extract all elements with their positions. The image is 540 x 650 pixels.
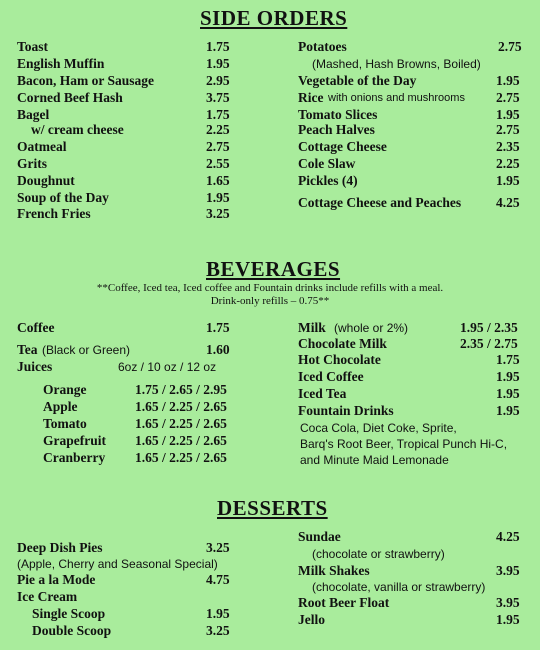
menu-item-name: Root Beer Float <box>298 595 390 610</box>
menu-item-name: Single Scoop <box>32 606 106 621</box>
juice-price: 1.65 / 2.25 / 2.65 <box>135 399 227 414</box>
menu-item-name: Iced Tea <box>298 386 347 401</box>
refill-note-price: Drink-only refills – 0.75** <box>210 295 330 307</box>
menu-item-note: (chocolate, vanilla or strawberry) <box>312 580 486 594</box>
menu-item-name: Double Scoop <box>32 623 112 638</box>
menu-item-price: 2.55 <box>206 156 230 171</box>
menu-item-name: Juices <box>17 359 53 374</box>
menu-item-name: English Muffin <box>17 56 105 71</box>
menu-item-price: 4.75 <box>206 572 230 587</box>
menu-item-name: Cottage Cheese <box>298 139 387 154</box>
menu-item-name: Peach Halves <box>298 122 375 137</box>
menu-item-name: Pie a la Mode <box>17 572 96 587</box>
menu-item-name: Vegetable of the Day <box>298 73 417 88</box>
menu-item-name: Pickles (4) <box>298 173 358 188</box>
menu-item-name: Deep Dish Pies <box>17 540 103 555</box>
menu-item-price: 2.25 <box>496 156 520 171</box>
menu-item-note: (whole or 2%) <box>334 321 409 335</box>
desserts-heading: DESSERTS <box>217 496 328 520</box>
juice-name: Tomato <box>43 416 87 431</box>
menu-item-note: (chocolate or strawberry) <box>312 547 445 561</box>
menu-item-name: Chocolate Milk <box>298 336 387 351</box>
menu-item-note: (Black or Green) <box>42 343 131 357</box>
menu-item-name: w/ cream cheese <box>31 122 124 137</box>
menu-item-name: Cottage Cheese and Peaches <box>298 195 462 210</box>
menu-item-name: Coffee <box>17 320 55 335</box>
menu-item-price: 1.95 <box>496 107 520 122</box>
menu-item-price: 2.75 <box>496 90 520 105</box>
menu-item-name: Milk <box>298 320 326 335</box>
menu-item-price: 1.75 <box>206 320 230 335</box>
menu-item-price: 1.75 <box>206 39 230 54</box>
menu-item-price: 3.25 <box>206 540 230 555</box>
beverages-heading: BEVERAGES <box>206 257 341 281</box>
side-orders-heading: SIDE ORDERS <box>200 6 348 30</box>
menu-item-price: 1.95 <box>496 612 520 627</box>
menu-item-price: 3.25 <box>206 206 230 221</box>
menu-item-price: 3.75 <box>206 90 230 105</box>
menu-item-name: Grits <box>17 156 47 171</box>
menu-item-name: French Fries <box>17 206 91 221</box>
menu-item-price: 1.75 <box>496 352 520 367</box>
juice-price: 1.75 / 2.65 / 2.95 <box>135 382 227 397</box>
menu-item-price: 1.95 <box>206 56 230 71</box>
juice-name: Apple <box>43 399 78 414</box>
refill-note: **Coffee, Iced tea, Iced coffee and Fountain drinks include refills with a meal. <box>96 282 444 294</box>
menu-item-name: Soup of the Day <box>17 190 109 205</box>
menu-item-note: (Apple, Cherry and Seasonal Special) <box>17 557 218 571</box>
menu-item-name: Bagel <box>17 107 50 122</box>
juice-price: 1.65 / 2.25 / 2.65 <box>135 450 227 465</box>
menu-item-price: 2.75 <box>206 139 230 154</box>
menu-item-price: 2.35 / 2.75 <box>460 336 518 351</box>
menu-item-price: 2.25 <box>206 122 230 137</box>
menu-item-note: (Mashed, Hash Browns, Boiled) <box>312 57 481 71</box>
menu-item-note: with onions and mushrooms <box>328 92 465 104</box>
menu-item-price: 1.65 <box>206 173 230 188</box>
menu-item-name: Oatmeal <box>17 139 67 154</box>
menu-item-price: 3.25 <box>206 623 230 638</box>
menu-item-price: 1.95 <box>496 386 520 401</box>
menu-item-name: Iced Coffee <box>298 369 364 384</box>
menu-item-price: 2.75 <box>496 122 520 137</box>
menu-item-name: Jello <box>298 612 325 627</box>
menu-item-name: Tomato Slices <box>298 107 378 122</box>
menu-item-name: Ice Cream <box>17 589 78 604</box>
juice-name: Orange <box>43 382 87 397</box>
menu-item-name: Cole Slaw <box>298 156 356 171</box>
menu-item-name: Potatoes <box>298 39 347 54</box>
menu-item-price: 1.95 <box>496 403 520 418</box>
menu-item-price: 1.95 <box>206 190 230 205</box>
juice-name: Grapefruit <box>43 433 106 448</box>
menu-item-price: 1.95 <box>496 73 520 88</box>
menu-item-name: Fountain Drinks <box>298 403 394 418</box>
menu-item-price: 4.25 <box>496 529 520 544</box>
menu-item-name: Toast <box>17 39 49 54</box>
menu-item-price: 4.25 <box>496 195 520 210</box>
fountain-list: and Minute Maid Lemonade <box>300 453 449 467</box>
menu-item-name: Hot Chocolate <box>298 352 381 367</box>
menu-item-price: 2.95 <box>206 73 230 88</box>
menu-item-price: 1.95 <box>496 369 520 384</box>
menu-item-price: 3.95 <box>496 563 520 578</box>
juice-sizes: 6oz / 10 oz / 12 oz <box>118 360 217 374</box>
juice-price: 1.65 / 2.25 / 2.65 <box>135 433 227 448</box>
menu-item-price: 1.75 <box>206 107 230 122</box>
fountain-list: Barq's Root Beer, Tropical Punch Hi-C, <box>300 437 508 451</box>
menu-item-name: Milk Shakes <box>298 563 370 578</box>
juice-price: 1.65 / 2.25 / 2.65 <box>135 416 227 431</box>
menu-item-name: Sundae <box>298 529 341 544</box>
menu-item-price: 1.95 / 2.35 <box>460 320 518 335</box>
fountain-list: Coca Cola, Diet Coke, Sprite, <box>300 421 457 435</box>
menu-item-price: 2.35 <box>496 139 520 154</box>
menu-item-name: Rice <box>298 90 324 105</box>
menu-item-name: Corned Beef Hash <box>17 90 123 105</box>
menu-item-price: 3.95 <box>496 595 520 610</box>
juice-name: Cranberry <box>43 450 106 465</box>
menu-item-name: Tea <box>17 342 38 357</box>
menu-item-name: Bacon, Ham or Sausage <box>17 73 155 88</box>
menu-item-price: 1.95 <box>206 606 230 621</box>
menu-item-name: Doughnut <box>17 173 75 188</box>
menu-item-price: 1.95 <box>496 173 520 188</box>
menu-item-price: 1.60 <box>206 342 230 357</box>
menu-item-price: 2.75 <box>498 39 522 54</box>
